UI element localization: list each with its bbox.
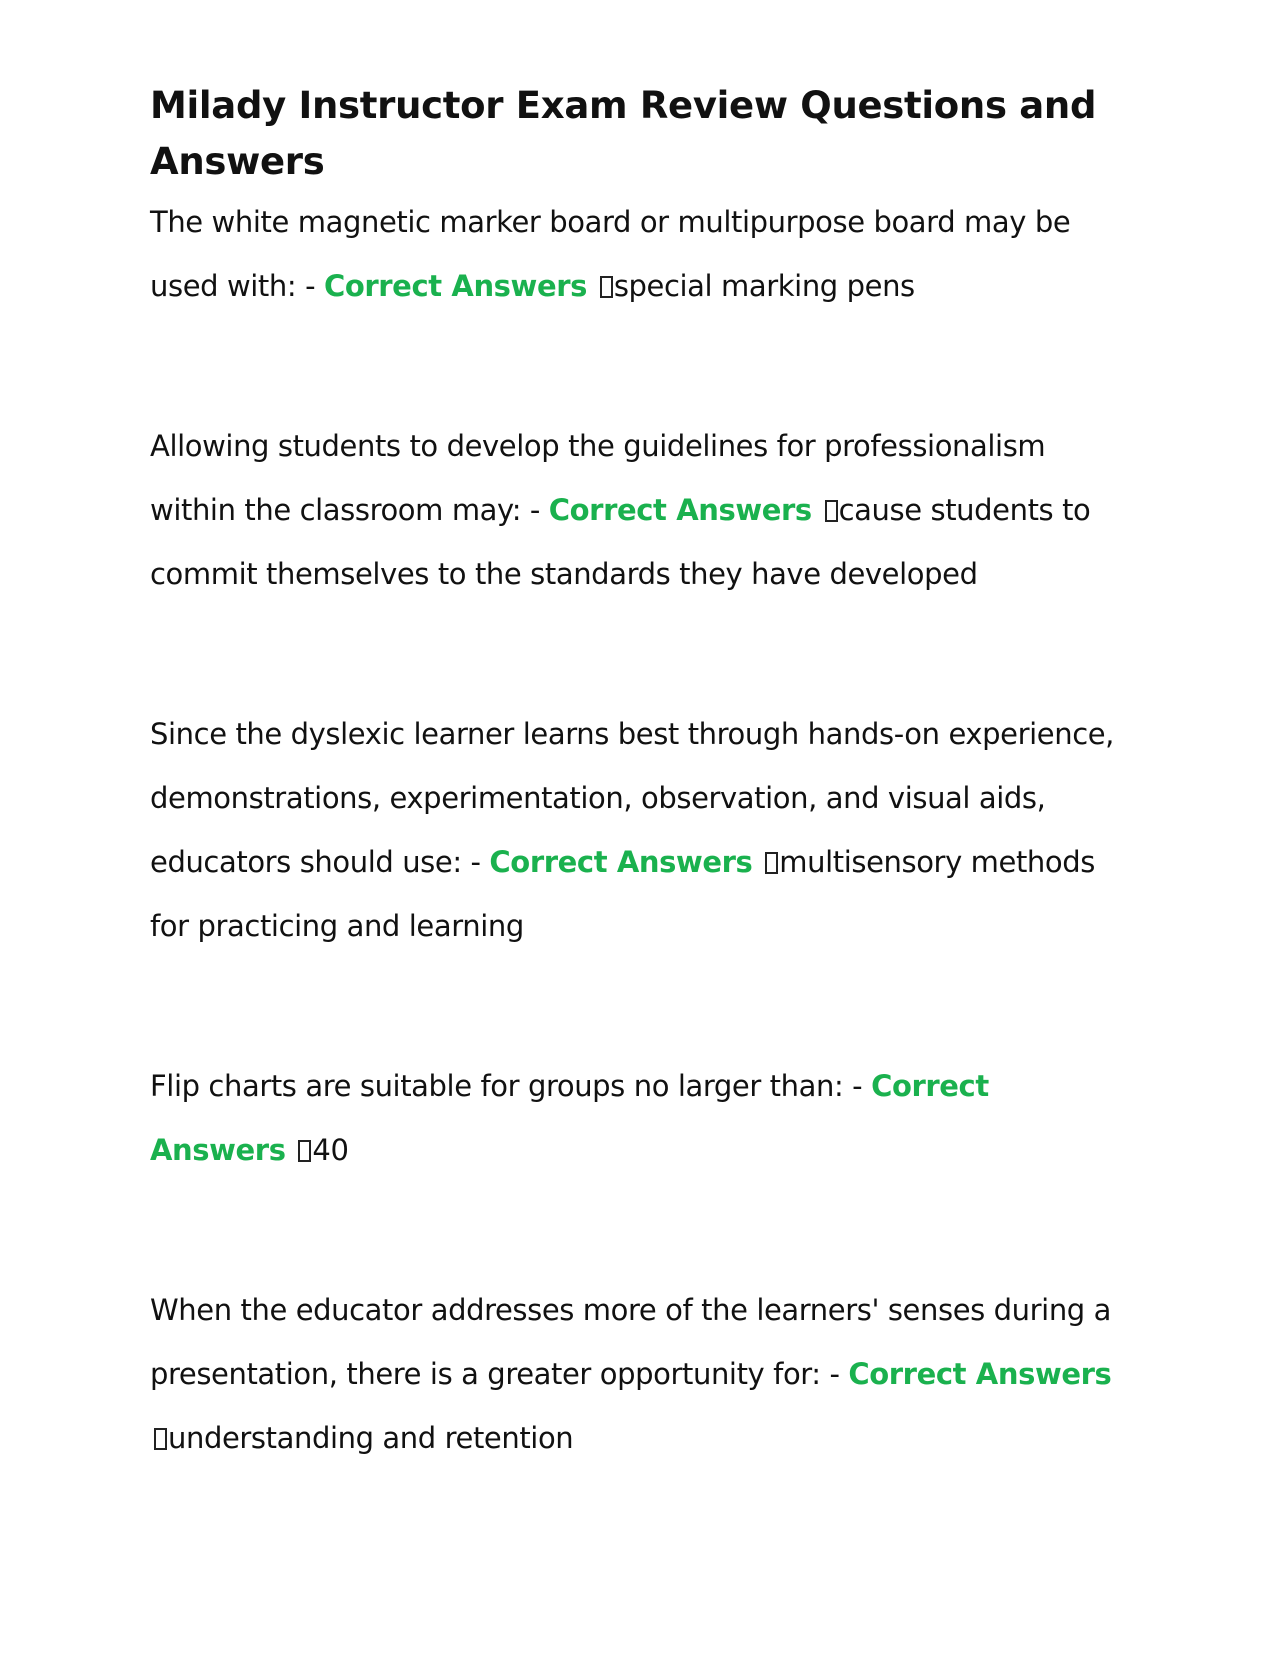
- separator: -: [296, 269, 324, 303]
- missing-glyph-icon: [298, 1140, 311, 1162]
- qa-item: [150, 190, 1130, 318]
- separator: -: [461, 845, 490, 879]
- missing-glyph-icon: [600, 276, 613, 298]
- answer-text: special marking pens: [613, 269, 915, 303]
- answer-text: 40: [312, 1133, 349, 1167]
- qa-item: [150, 702, 1130, 958]
- qa-item: [150, 1278, 1130, 1470]
- question-text: The white magnetic marker board or multipurpose board may be used with:: [150, 205, 1071, 303]
- correct-answers-label: Correct Answers: [848, 1357, 1112, 1391]
- document-title: Milady Instructor Exam Review Questions and Answers: [150, 84, 1097, 183]
- missing-glyph-icon: [825, 500, 838, 522]
- correct-answers-label: Correct Answers: [489, 845, 753, 879]
- correct-answers-label: Correct Answers: [323, 269, 587, 303]
- document-page: [150, 78, 1130, 1470]
- answer-text: multisensory methods for practicing and learning: [150, 845, 1095, 943]
- separator: -: [820, 1357, 849, 1391]
- missing-glyph-icon: [765, 852, 778, 874]
- answer-text: cause students to commit themselves to the standards they have developed: [150, 493, 1091, 591]
- qa-item: [150, 414, 1130, 606]
- correct-answers-label: Correct Answers: [150, 1069, 989, 1167]
- separator: -: [521, 493, 549, 527]
- correct-answers-label: Correct Answers: [548, 493, 812, 527]
- qa-item: [150, 1054, 1130, 1182]
- question-text: Allowing students to develop the guidelines for professionalism within the classroom may:: [150, 429, 1046, 527]
- separator: -: [843, 1069, 872, 1103]
- question-text: When the educator addresses more of the learners' senses during a presentation, there is a greater opportunity for:: [150, 1293, 1112, 1391]
- question-text: Flip charts are suitable for groups no larger than:: [150, 1069, 844, 1103]
- missing-glyph-icon: [154, 1428, 167, 1450]
- answer-text: understanding and retention: [168, 1421, 574, 1455]
- question-text: Since the dyslexic learner learns best through hands-on experience, demonstrations, experimentation, observation, and visual aids, educators should use:: [150, 717, 1115, 879]
